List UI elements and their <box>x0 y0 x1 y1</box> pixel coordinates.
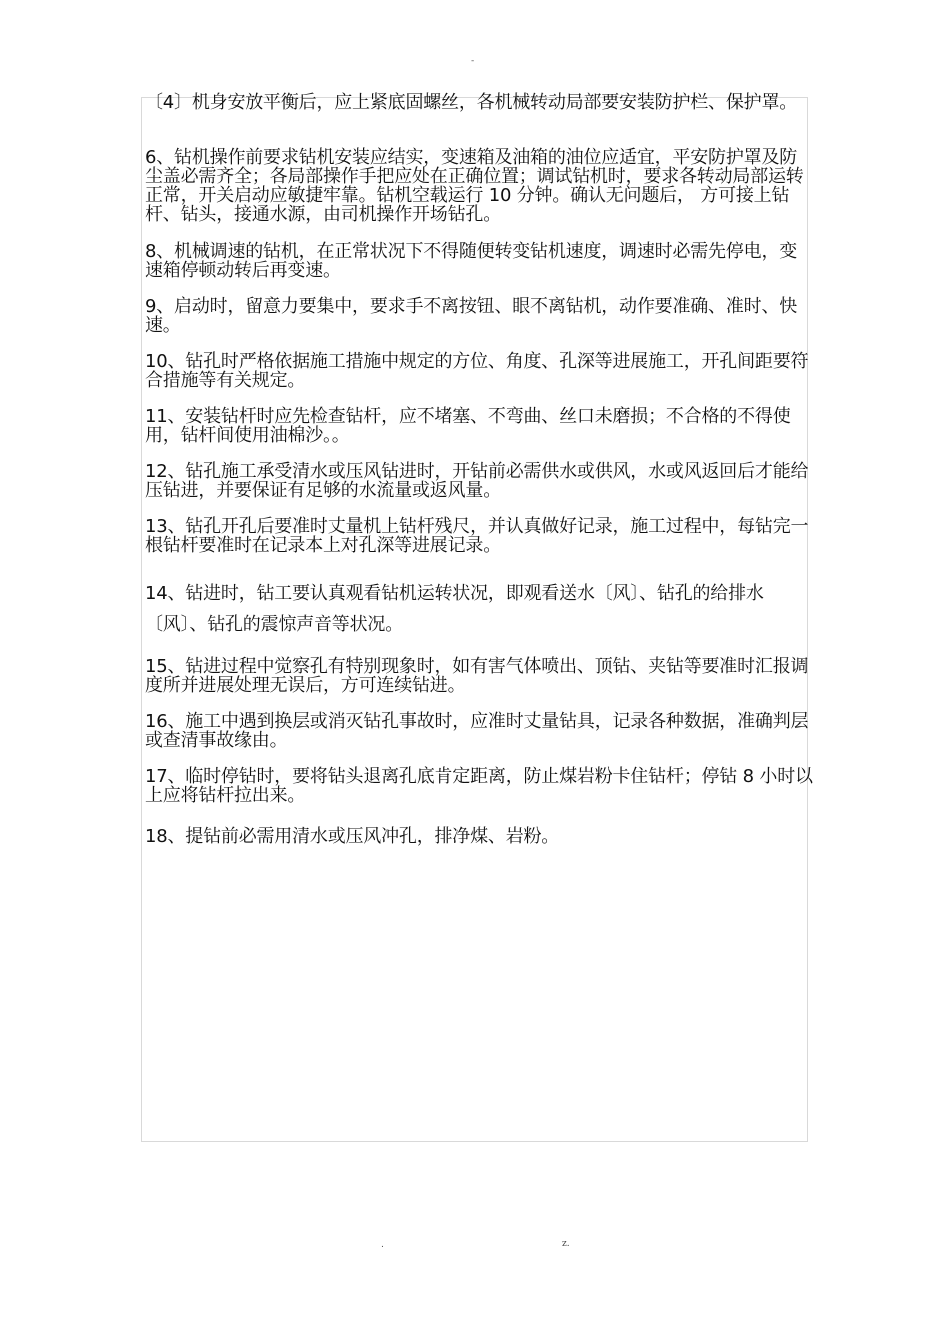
paragraph-item-12: 12、钻孔施工承受清水或压风钻进时，开钻前必需供水或供风，水或风返回后才能给压钻进，并要保证有足够的水流量或返风量。 <box>145 461 809 501</box>
paragraph-item-15: 15、钻进过程中觉察孔有特别现象时，如有害气体喷出、顶钻、夹钻等要准时汇报调度所并进展处理无误后，方可连续钻进。 <box>145 656 809 696</box>
page-header-mark: - <box>471 56 475 66</box>
paragraph-item-6: 6、钻机操作前要求钻机安装应结实，变速箱及油箱的油位应适宜，平安防护罩及防尘盖必需齐全；各局部操作手把应处在正确位置；调试钻机时，要求各转动局部运转正常，开关启动应敏捷牢靠。钻机空载运行 10 分钟。确认无问题后， 方可接上钻杆、钻头，接通水源，由司机操作开场钻孔。 <box>145 147 804 225</box>
paragraph-item-16: 16、施工中遇到换层或消灭钻孔事故时，应准时丈量钻具，记录各种数据，准确判层或查清事故缘由。 <box>145 711 809 751</box>
paragraph-item-9: 9、启动时，留意力要集中，要求手不离按钮、眼不离钻机，动作要准确、准时、快速。 <box>145 296 798 336</box>
paragraph-item-18: 18、提钻前必需用清水或压风冲孔，排净煤、岩粉。 <box>145 826 560 847</box>
paragraph-item-13: 13、钻孔开孔后要准时丈量机上钻杆残尺，并认真做好记录，施工过程中，每钻完一根钻杆要准时在记录本上对孔深等进展记录。 <box>145 516 809 556</box>
footer-right-mark: z. <box>562 1239 570 1249</box>
paragraph-item-4: 〔4〕机身安放平衡后，应上紧底固螺丝，各机械转动局部要安装防护栏、保护罩。 <box>145 92 798 113</box>
paragraph-item-14: 14、钻进时，钻工要认真观看钻机运转状况，即观看送水〔风〕、钻孔的给排水〔风〕、钻孔的震惊声音等状况。 <box>145 583 764 635</box>
paragraph-item-8: 8、机械调速的钻机，在正常状况下不得随便转变钻机速度，调速时必需先停电，变速箱停顿动转后再变速。 <box>145 241 798 281</box>
paragraph-item-11: 11、安装钻杆时应先检查钻杆，应不堵塞、不弯曲、丝口未磨损；不合格的不得使用，钻杆间使用油棉沙。。 <box>145 406 791 446</box>
paragraph-item-17: 17、临时停钻时，要将钻头退离孔底肯定距离，防止煤岩粉卡住钻杆；停钻 8 小时以上应将钻杆拉出来。 <box>145 766 813 806</box>
footer-left-mark: . <box>381 1240 384 1250</box>
paragraph-item-10: 10、钻孔时严格依据施工措施中规定的方位、角度、孔深等进展施工，开孔间距要符合措施等有关规定。 <box>145 351 809 391</box>
